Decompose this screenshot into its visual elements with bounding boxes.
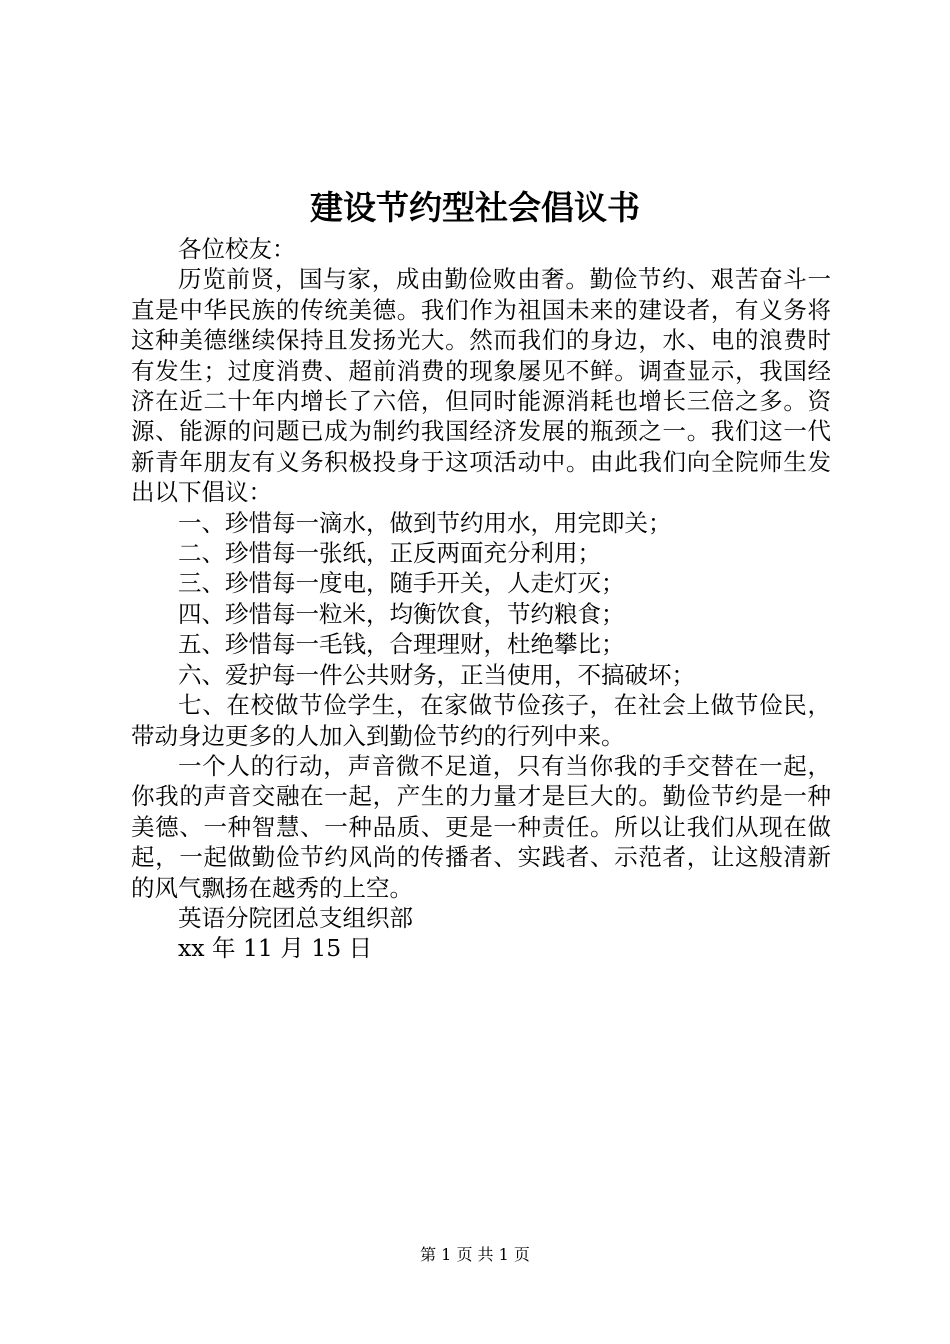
proposal-item: 二、珍惜每一张纸，正反两面充分利用； <box>178 539 601 568</box>
salutation: 各位校友： <box>178 235 296 263</box>
proposal-item: 七、在校做节俭学生，在家做节俭孩子，在社会上做节俭民，带动身边更多的人加入到勤俭节约的行列中来。 <box>131 691 831 750</box>
proposal-item: 四、珍惜每一粒米，均衡饮食，节约粮食； <box>178 599 625 628</box>
signature: 英语分院团总支组织部 <box>178 903 413 932</box>
document-title: 建设节约型社会倡议书 <box>310 188 640 227</box>
page-footer: 第 1 页 共 1 页 <box>420 1245 530 1264</box>
proposal-item: 六、爱护每一件公共财务，正当使用，不搞破坏； <box>178 660 695 689</box>
proposal-item: 五、珍惜每一毛钱，合理理财，杜绝攀比； <box>178 630 625 659</box>
document-date: xx 年 11 月 15 日 <box>178 934 373 963</box>
document-body <box>131 234 831 964</box>
closing-paragraph: 一个人的行动，声音微不足道，只有当你我的手交替在一起，你我的声音交融在一起，产生的力量才是巨大的。勤俭节约是一种美德、一种智慧、一种品质、更是一种责任。所以让我们从现在做起，一起做勤俭节约风尚的传播者、实践者、示范者，让这般清新的风气飘扬在越秀的上空。 <box>131 751 831 902</box>
proposal-item: 一、珍惜每一滴水，做到节约用水，用完即关； <box>178 508 672 537</box>
proposal-item: 三、珍惜每一度电，随手开关，人走灯灭； <box>178 569 625 598</box>
intro-paragraph: 历览前贤，国与家，成由勤俭败由奢。勤俭节约、艰苦奋斗一直是中华民族的传统美德。我们作为祖国未来的建设者，有义务将这种美德继续保持且发扬光大。然而我们的身边，水、电的浪费时有发生；过度消费、超前消费的现象屡见不鲜。调查显示，我国经济在近二十年内增长了六倍，但同时能源消耗也增长三倍之多。资源、能源的问题已成为制约我国经济发展的瓶颈之一。我们这一代新青年朋友有义务积极投身于这项活动中。由此我们向全院师生发出以下倡议： <box>131 265 831 507</box>
